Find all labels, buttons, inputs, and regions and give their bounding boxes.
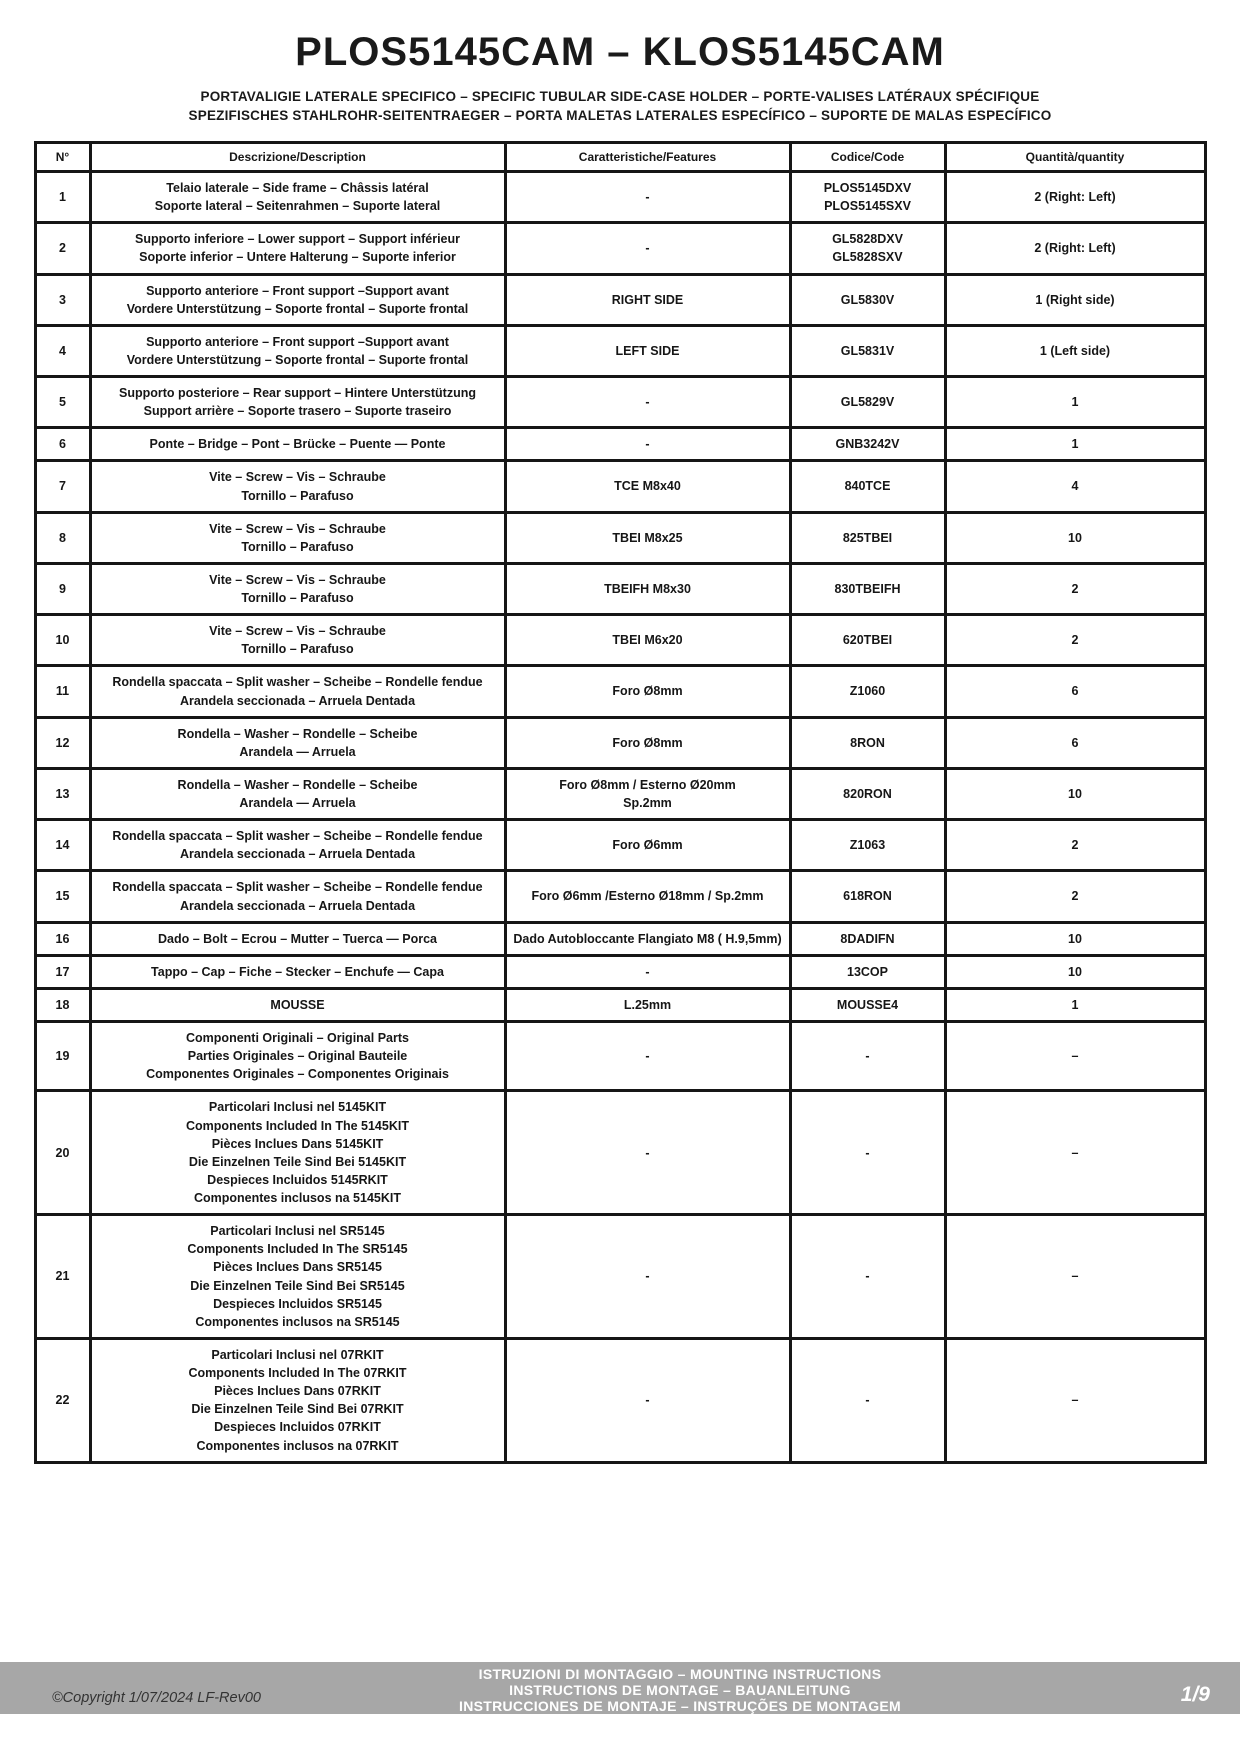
page-title: PLOS5145CAM – KLOS5145CAM	[295, 30, 945, 74]
cell-description: Supporto inferiore – Lower support – Support inférieur Soporte inferior – Untere Halterung – Suporte inferior	[90, 223, 505, 274]
table-row	[35, 955, 1205, 988]
cell-description: Rondella spaccata – Split washer – Scheibe – Rondelle fendue Arandela seccionada – Arruela Dentada	[90, 820, 505, 871]
header-quantity: Quantità/quantity	[945, 143, 1205, 172]
cell-quantity: –	[945, 1091, 1205, 1215]
cell-description: Vite – Screw – Vis – Schraube Tornillo – Parafuso	[90, 615, 505, 666]
cell-quantity: 10	[945, 922, 1205, 955]
cell-features: -	[505, 1091, 790, 1215]
cell-quantity: 4	[945, 461, 1205, 512]
cell-features: -	[505, 1215, 790, 1339]
cell-code: GNB3242V	[790, 428, 945, 461]
table-row	[35, 768, 1205, 819]
cell-number: 16	[35, 922, 90, 955]
cell-features: TBEIFH M8x30	[505, 563, 790, 614]
cell-description: Rondella – Washer – Rondelle – Scheibe Arandela — Arruela	[90, 768, 505, 819]
cell-description: Rondella spaccata – Split washer – Scheibe – Rondelle fendue Arandela seccionada – Arruela Dentada	[90, 666, 505, 717]
cell-quantity: 2 (Right: Left)	[945, 223, 1205, 274]
cell-code: GL5831V	[790, 325, 945, 376]
table-body	[35, 172, 1205, 1463]
cell-quantity: 10	[945, 512, 1205, 563]
cell-quantity: 1	[945, 377, 1205, 428]
cell-features: -	[505, 172, 790, 223]
cell-code: Z1063	[790, 820, 945, 871]
cell-features: Foro Ø8mm / Esterno Ø20mm Sp.2mm	[505, 768, 790, 819]
cell-features: TCE M8x40	[505, 461, 790, 512]
cell-number: 18	[35, 988, 90, 1021]
cell-quantity: 2	[945, 871, 1205, 922]
table-row	[35, 428, 1205, 461]
cell-code: 13COP	[790, 955, 945, 988]
cell-features: -	[505, 1022, 790, 1091]
mounting-instructions-text	[459, 1666, 901, 1714]
cell-features: Dado Autobloccante Flangiato M8 ( H.9,5mm)	[505, 922, 790, 955]
cell-number: 7	[35, 461, 90, 512]
cell-description: Ponte – Bridge – Pont – Brücke – Puente — Ponte	[90, 428, 505, 461]
table-row	[35, 871, 1205, 922]
table-row	[35, 666, 1205, 717]
cell-features: Foro Ø8mm	[505, 717, 790, 768]
cell-features: Foro Ø8mm	[505, 666, 790, 717]
cell-features: TBEI M8x25	[505, 512, 790, 563]
cell-quantity: 6	[945, 717, 1205, 768]
cell-code: -	[790, 1215, 945, 1339]
cell-description: Componenti Originali – Original Parts Parties Originales – Original Bauteile Componentes Originales – Componentes Originais	[90, 1022, 505, 1091]
page-number: 1/9	[1180, 1683, 1210, 1706]
cell-features: Foro Ø6mm /Esterno Ø18mm / Sp.2mm	[505, 871, 790, 922]
cell-code: 618RON	[790, 871, 945, 922]
header-features: Caratteristiche/Features	[505, 143, 790, 172]
cell-description: Supporto anteriore – Front support –Support avant Vordere Unterstützung – Soporte frontal – Suporte frontal	[90, 274, 505, 325]
cell-number: 2	[35, 223, 90, 274]
table-row	[35, 223, 1205, 274]
cell-quantity: –	[945, 1022, 1205, 1091]
cell-code: GL5829V	[790, 377, 945, 428]
cell-number: 13	[35, 768, 90, 819]
cell-quantity: 2	[945, 615, 1205, 666]
footer-line-1: ISTRUZIONI DI MONTAGGIO – MOUNTING INSTRUCTIONS	[478, 1666, 882, 1682]
cell-quantity: 6	[945, 666, 1205, 717]
table-row	[35, 274, 1205, 325]
cell-code: MOUSSE4	[790, 988, 945, 1021]
cell-quantity: 10	[945, 768, 1205, 819]
cell-features: -	[505, 377, 790, 428]
cell-number: 11	[35, 666, 90, 717]
cell-features: RIGHT SIDE	[505, 274, 790, 325]
cell-code: 620TBEI	[790, 615, 945, 666]
cell-features: L.25mm	[505, 988, 790, 1021]
cell-quantity: 1 (Left side)	[945, 325, 1205, 376]
header-number: N°	[35, 143, 90, 172]
cell-code: 825TBEI	[790, 512, 945, 563]
cell-description: Supporto posteriore – Rear support – Hintere Unterstützung Support arrière – Soporte trasero – Suporte traseiro	[90, 377, 505, 428]
cell-code: 8RON	[790, 717, 945, 768]
cell-number: 10	[35, 615, 90, 666]
footer-line-2: INSTRUCTIONS DE MONTAGE – BAUANLEITUNG	[509, 1682, 851, 1699]
cell-features: -	[505, 1338, 790, 1462]
header-description: Descrizione/Description	[90, 143, 505, 172]
cell-features: TBEI M6x20	[505, 615, 790, 666]
cell-code: Z1060	[790, 666, 945, 717]
table-row	[35, 615, 1205, 666]
parts-table	[34, 141, 1207, 1464]
document-header	[0, 0, 1240, 123]
cell-features: -	[505, 223, 790, 274]
cell-description: Rondella spaccata – Split washer – Scheibe – Rondelle fendue Arandela seccionada – Arruela Dentada	[90, 871, 505, 922]
footer-bar	[0, 1662, 1240, 1714]
cell-description: Particolari Inclusi nel 5145KIT Components Included In The 5145KIT Pièces Inclues Dans 5145KIT Die Einzelnen Teile Sind Bei 5145KIT Despieces Incluidos 5145RKIT Componentes inclusos na 5145KIT	[90, 1091, 505, 1215]
table-header-row	[35, 143, 1205, 172]
cell-features: Foro Ø6mm	[505, 820, 790, 871]
cell-description: Dado – Bolt – Ecrou – Mutter – Tuerca — Porca	[90, 922, 505, 955]
cell-description: Vite – Screw – Vis – Schraube Tornillo – Parafuso	[90, 563, 505, 614]
cell-features: LEFT SIDE	[505, 325, 790, 376]
table-row	[35, 172, 1205, 223]
table-row	[35, 1215, 1205, 1339]
cell-number: 22	[35, 1338, 90, 1462]
cell-code: -	[790, 1338, 945, 1462]
cell-quantity: 2	[945, 563, 1205, 614]
table-row	[35, 1338, 1205, 1462]
cell-number: 3	[35, 274, 90, 325]
cell-description: Tappo – Cap – Fiche – Stecker – Enchufe — Capa	[90, 955, 505, 988]
cell-description: Particolari Inclusi nel 07RKIT Components Included In The 07RKIT Pièces Inclues Dans 07RKIT Die Einzelnen Teile Sind Bei 07RKIT Despieces Incluidos 07RKIT Componentes inclusos na 07RKIT	[90, 1338, 505, 1462]
table-row	[35, 988, 1205, 1021]
cell-description: Vite – Screw – Vis – Schraube Tornillo – Parafuso	[90, 461, 505, 512]
cell-quantity: 2 (Right: Left)	[945, 172, 1205, 223]
cell-code: -	[790, 1091, 945, 1215]
cell-number: 1	[35, 172, 90, 223]
table-row	[35, 461, 1205, 512]
cell-number: 21	[35, 1215, 90, 1339]
cell-code: 840TCE	[790, 461, 945, 512]
cell-description: Rondella – Washer – Rondelle – Scheibe Arandela — Arruela	[90, 717, 505, 768]
table-row	[35, 1091, 1205, 1215]
cell-number: 9	[35, 563, 90, 614]
cell-description: Telaio laterale – Side frame – Châssis latéral Soporte lateral – Seitenrahmen – Suporte lateral	[90, 172, 505, 223]
footer-line-3: INSTRUCCIONES DE MONTAJE – INSTRUÇÕES DE MONTAGEM	[459, 1698, 901, 1715]
cell-quantity: 1 (Right side)	[945, 274, 1205, 325]
cell-features: -	[505, 955, 790, 988]
cell-code: 8DADIFN	[790, 922, 945, 955]
cell-number: 5	[35, 377, 90, 428]
cell-number: 15	[35, 871, 90, 922]
table-row	[35, 377, 1205, 428]
table-row	[35, 1022, 1205, 1091]
table-row	[35, 717, 1205, 768]
subtitle-line-1: PORTAVALIGIE LATERALE SPECIFICO – SPECIFIC TUBULAR SIDE-CASE HOLDER – PORTE-VALISES LATÉRAUX SPÉCIFIQUE	[200, 89, 1040, 104]
cell-code: GL5830V	[790, 274, 945, 325]
cell-features: -	[505, 428, 790, 461]
table-row	[35, 563, 1205, 614]
cell-number: 19	[35, 1022, 90, 1091]
cell-code: PLOS5145DXV PLOS5145SXV	[790, 172, 945, 223]
cell-code: 820RON	[790, 768, 945, 819]
cell-code: -	[790, 1022, 945, 1091]
cell-number: 14	[35, 820, 90, 871]
copyright-text: ©Copyright 1/07/2024 LF-Rev00	[52, 1690, 261, 1706]
cell-description: Supporto anteriore – Front support –Support avant Vordere Unterstützung – Soporte frontal – Suporte frontal	[90, 325, 505, 376]
table-header	[35, 143, 1205, 172]
cell-description: Vite – Screw – Vis – Schraube Tornillo – Parafuso	[90, 512, 505, 563]
cell-code: 830TBEIFH	[790, 563, 945, 614]
cell-number: 20	[35, 1091, 90, 1215]
table-row	[35, 512, 1205, 563]
header-code: Codice/Code	[790, 143, 945, 172]
table-row	[35, 820, 1205, 871]
cell-quantity: –	[945, 1338, 1205, 1462]
cell-quantity: 10	[945, 955, 1205, 988]
cell-number: 12	[35, 717, 90, 768]
cell-code: GL5828DXV GL5828SXV	[790, 223, 945, 274]
table-row	[35, 325, 1205, 376]
cell-number: 8	[35, 512, 90, 563]
cell-number: 17	[35, 955, 90, 988]
cell-quantity: 1	[945, 988, 1205, 1021]
cell-description: Particolari Inclusi nel SR5145 Components Included In The SR5145 Pièces Inclues Dans SR5145 Die Einzelnen Teile Sind Bei SR5145 Despieces Incluidos SR5145 Componentes inclusos na SR5145	[90, 1215, 505, 1339]
cell-quantity: –	[945, 1215, 1205, 1339]
cell-quantity: 1	[945, 428, 1205, 461]
cell-number: 6	[35, 428, 90, 461]
cell-quantity: 2	[945, 820, 1205, 871]
table-row	[35, 922, 1205, 955]
cell-description: MOUSSE	[90, 988, 505, 1021]
cell-number: 4	[35, 325, 90, 376]
subtitle-line-2: SPEZIFISCHES STAHLROHR-SEITENTRAEGER – PORTA MALETAS LATERALES ESPECÍFICO – SUPORTE DE MALAS ESPECÍFICO	[188, 108, 1052, 123]
